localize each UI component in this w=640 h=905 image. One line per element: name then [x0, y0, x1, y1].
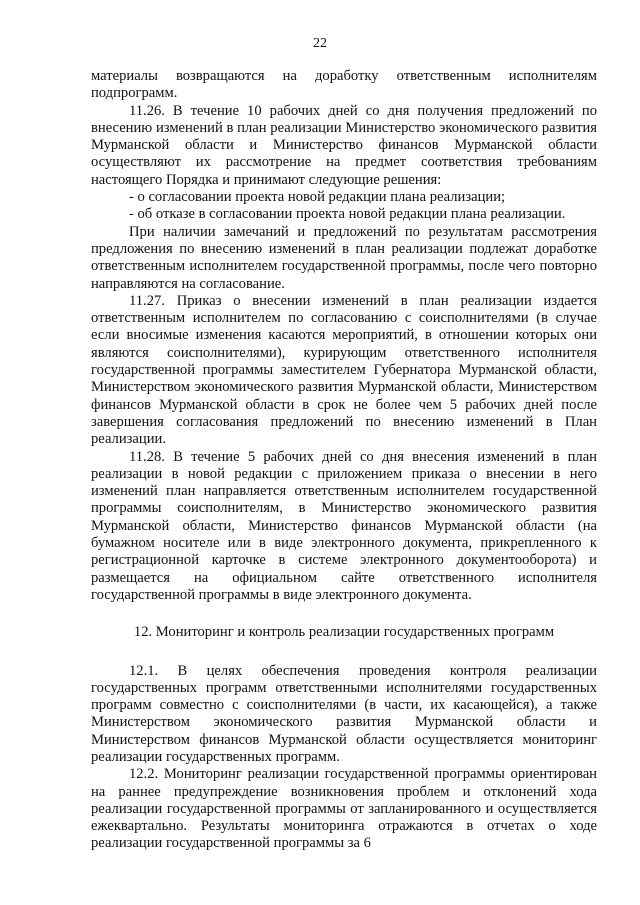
- document-body: [91, 68, 597, 853]
- paragraph-11-27: 11.27. Приказ о внесении изменений в план реализации издается ответственным исполнителем по согласованию с соисполнителями (в случае если вносимые изменения касаются мероприятий, в отношении которых они являются соисполнителями), курирующим ответственного исполнителя государственной программы заместителем Губернатора Мурманской области, Министерством экономического развития Мурманской области, Министерством финансов Мурманской области в срок не более чем 5 рабочих дней после завершения согласования предложений по внесению изменений в План реализации.: [91, 292, 597, 448]
- decision-option-reject: - об отказе в согласовании проекта новой редакции плана реализации.: [129, 206, 566, 223]
- paragraph-continuation: материалы возвращаются на доработку ответственным исполнителям подпрограмм.: [91, 68, 597, 102]
- section-heading: 12. Мониторинг и контроль реализации государственных программ: [133, 624, 555, 641]
- paragraph-12-2: 12.2. Мониторинг реализации государственной программы ориентирован на раннее предупреждение возникновения проблем и отклонений хода реализации государственной программы от запланированного и осуществляется ежеквартально. Результаты мониторинга отражаются в отчетах о ходе реализации государственной программы за 6: [91, 766, 597, 852]
- paragraph-11-26: 11.26. В течение 10 рабочих дней со дня получения предложений по внесению изменений в план реализации Министерство экономического развития Мурманской области и Министерство финансов Мурманской области осуществляют их рассмотрение на предмет соответствия требованиям настоящего Порядка и принимают следующие решения:: [91, 102, 597, 188]
- paragraph-remarks: При наличии замечаний и предложений по результатам рассмотрения предложения по внесению изменений в план реализации подлежат доработке ответственным исполнителем государственной программы, после чего повторно направляются на согласование.: [91, 223, 597, 292]
- decision-option-approve: - о согласовании проекта новой редакции плана реализации;: [129, 189, 506, 206]
- paragraph-11-28: 11.28. В течение 5 рабочих дней со дня внесения изменений в план реализации в новой редакции с приложением приказа о внесении в него изменений план направляется ответственным исполнителем государственной программы соисполнителям, в Министерство экономического развития Мурманской области, Министерство финансов Мурманской области (на бумажном носителе или в виде электронного документа, прикрепленного к регистрационной карточке в системе электронного документооборота) и размещается на официальном сайте ответственного исполнителя государственной программы в виде электронного документа.: [91, 448, 597, 603]
- page-number: 22: [313, 36, 327, 51]
- paragraph-12-1: 12.1. В целях обеспечения проведения контроля реализации государственных программ ответственными исполнителями государственных программ совместно с соисполнителями (в части, их касающейся), а также Министерством экономического развития Мурманской области и Министерством финансов Мурманской области осуществляется мониторинг реализации государственных программ.: [91, 662, 597, 765]
